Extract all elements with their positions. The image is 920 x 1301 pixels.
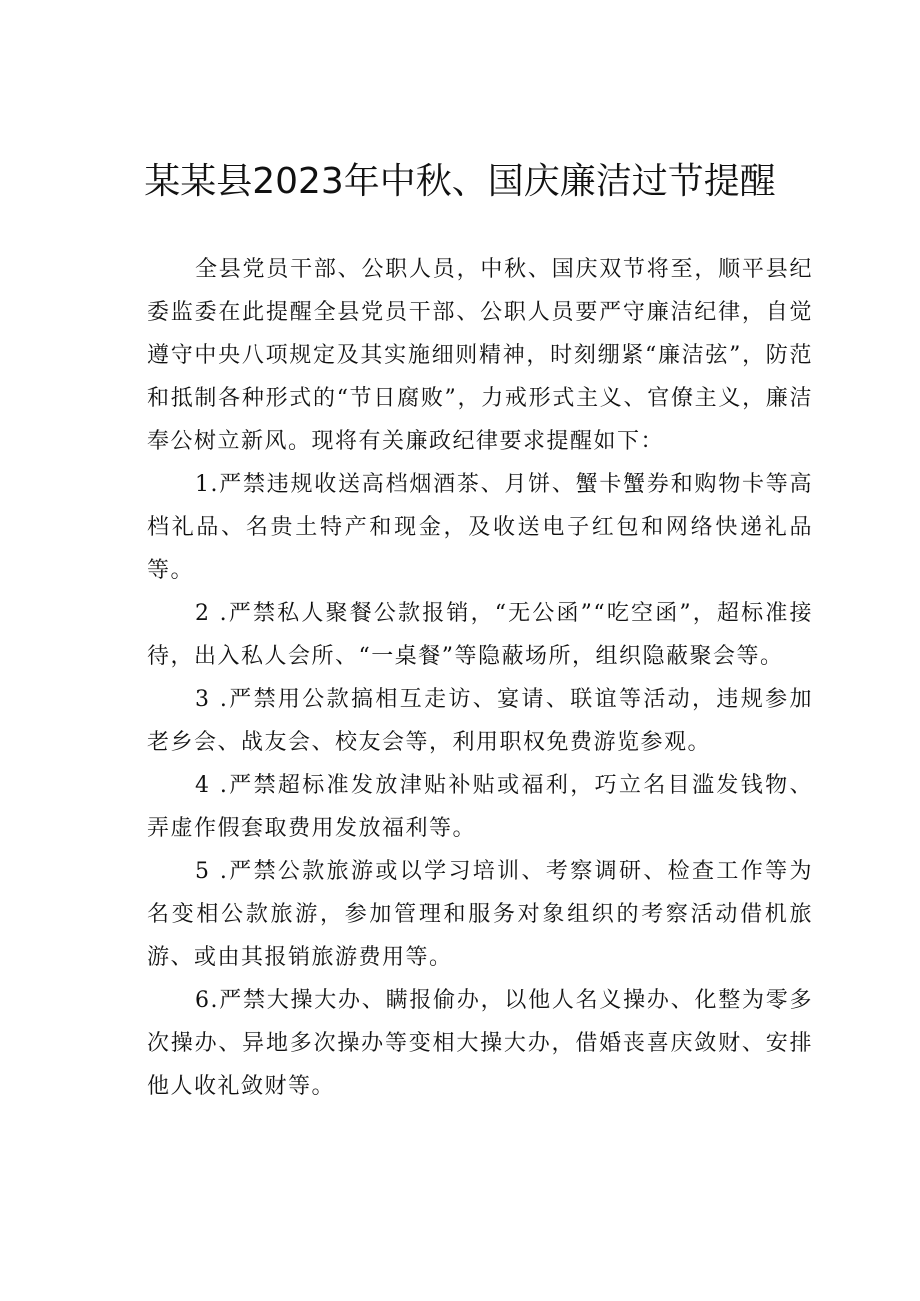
rule-item-2: 2 .严禁私人聚餐公款报销，“无公函”“吃空函”，超标准接待，出入私人会所、“一桌餐”等隐蔽场所，组织隐蔽聚会等。: [147, 601, 813, 669]
document-body: [147, 248, 813, 1108]
document-title: 某某县2023年中秋、国庆廉洁过节提醒: [144, 161, 776, 202]
rule-item-4: 4 .严禁超标准发放津贴补贴或福利，巧立名目滥发钱物、弄虚作假套取费用发放福利等。: [147, 773, 813, 841]
intro-paragraph: 全县党员干部、公职人员，中秋、国庆双节将至，顺平县纪委监委在此提醒全县党员干部、公职人员要严守廉洁纪律，自觉遵守中央八项规定及其实施细则精神，时刻绷紧“廉洁弦”，防范和抵制各种形式的“节日腐败”，力戒形式主义、官僚主义，廉洁奉公树立新风。现将有关廉政纪律要求提醒如下：: [147, 257, 813, 454]
rule-item-5: 5 .严禁公款旅游或以学习培训、考察调研、检查工作等为名变相公款旅游，参加管理和服务对象组织的考察活动借机旅游、或由其报销旅游费用等。: [147, 859, 813, 970]
rule-item-3: 3 .严禁用公款搞相互走访、宴请、联谊等活动，违规参加老乡会、战友会、校友会等，利用职权免费游览参观。: [147, 687, 813, 755]
rule-item-6: 6.严禁大操大办、瞒报偷办，以他人名义操办、化整为零多次操办、异地多次操办等变相大操大办，借婚丧喜庆敛财、安排他人收礼敛财等。: [147, 988, 813, 1099]
rule-item-1: 1.严禁违规收送高档烟酒茶、月饼、蟹卡蟹券和购物卡等高档礼品、名贵土特产和现金，及收送电子红包和网络快递礼品等。: [147, 472, 813, 583]
